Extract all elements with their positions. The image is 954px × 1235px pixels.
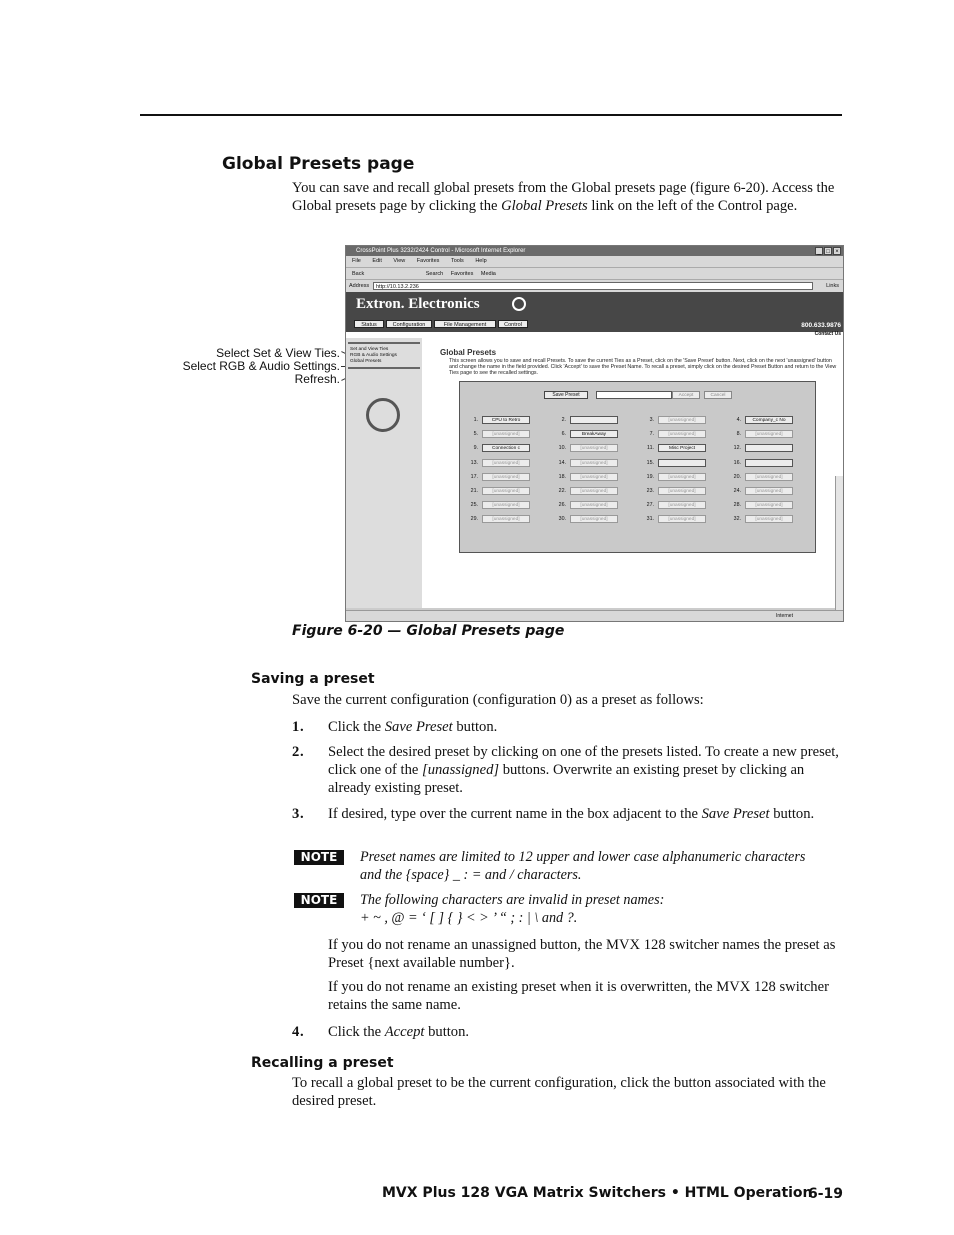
status-bar [346,610,843,621]
media-button[interactable]: Media [480,271,496,277]
preset-button[interactable]: [unassigned] [658,430,706,438]
minimize-icon[interactable]: _ [815,247,823,255]
preset-button[interactable]: [unassigned] [482,487,530,495]
preset-number: 20. [733,473,741,480]
left-nav [346,338,422,608]
preset-number: 32. [733,516,741,523]
preset-button[interactable]: [unassigned] [570,444,618,452]
links-label[interactable]: Links [826,283,839,289]
preset-number: 10. [558,445,566,452]
step-number: 3 [292,806,300,822]
step-text: Click the Accept button. [328,1024,470,1040]
callout-refresh: Refresh. [294,372,340,386]
preset-button[interactable] [745,459,793,467]
preset-number: 2. [561,417,566,423]
page-number: 6-19 [808,1186,844,1202]
callout-set-view-ties: Select Set & View Ties. [216,346,340,360]
preset-button[interactable]: Misc Project [658,444,706,452]
nav-rgb-audio[interactable]: RGB & Audio Settings [350,353,397,358]
tab-file-management[interactable]: File Management [434,320,496,328]
preset-button[interactable]: CPU to Retro [482,416,530,424]
preset-button[interactable] [658,459,706,467]
preset-button[interactable]: [unassigned] [570,515,618,523]
preset-number: 9. [473,445,478,452]
callout-rgb-audio: Select RGB & Audio Settings. [182,359,340,373]
preset-number: 29. [470,516,478,523]
section-heading: Global Presets page [222,154,415,174]
preset-number: 3. [649,417,654,423]
recalling-text: To recall a global preset to be the current configuration, click the button associated with the desired preset. [292,1075,826,1109]
scrollbar[interactable] [835,476,843,622]
menu-help[interactable]: Help [475,258,487,264]
menu-file[interactable]: File [352,258,361,264]
step-number: 1 [292,719,300,735]
menu-bar [346,256,843,267]
preset-button[interactable]: [unassigned] [482,501,530,509]
preset-number: 4. [736,417,741,423]
preset-button[interactable]: [unassigned] [745,501,793,509]
back-button[interactable]: Back [352,271,365,277]
preset-number: 13. [470,459,478,466]
preset-number: 27. [646,502,654,509]
preset-button[interactable]: [unassigned] [658,487,706,495]
extron-logo-icon [512,297,526,311]
note-badge: NOTE [294,850,344,865]
preset-button[interactable]: [unassigned] [658,473,706,481]
content-title: Global Presets [440,348,497,357]
preset-number: 6. [561,431,566,438]
recalling-heading: Recalling a preset [251,1055,394,1071]
preset-number: 24. [733,488,741,494]
tab-control[interactable]: Control [498,320,528,328]
tab-status[interactable]: Status [354,320,384,328]
tab-configuration[interactable]: Configuration [386,320,432,328]
nav-divider [348,367,420,369]
preset-button[interactable]: [unassigned] [570,501,618,509]
overwrite-paragraph: If you do not rename an existing preset when it is overwritten, the MVX 128 switcher retains the same name. [328,979,829,1013]
preset-number: 30. [558,516,566,523]
footer-title: MVX Plus 128 VGA Matrix Switchers • HTML Operation [382,1185,813,1201]
step-number: 2 [292,744,300,760]
preset-button[interactable]: [unassigned] [570,459,618,467]
preset-number: 21. [470,488,478,494]
preset-number: 31. [646,516,654,523]
accept-button[interactable]: Accept [672,391,700,399]
note-badge: NOTE [294,893,344,908]
note-text: The following characters are invalid in preset names: + ~ , @ = ‘ [ ] { } < > ’ “ ; : | \ and ?. [360,892,665,926]
preset-number: 11. [647,445,654,452]
preset-button[interactable]: [unassigned] [658,515,706,523]
preset-button[interactable]: [unassigned] [482,430,530,438]
preset-button[interactable]: [unassigned] [570,473,618,481]
menu-favorites[interactable]: Favorites [416,258,440,264]
preset-button[interactable]: [unassigned] [658,501,706,509]
preset-number: 7. [649,431,654,438]
preset-number: 26. [558,502,566,509]
preset-number: 23. [646,488,654,494]
status-zone: Internet [776,613,793,619]
preset-number: 25. [470,502,478,509]
preset-number: 12. [733,445,741,452]
preset-number: 5. [473,431,478,438]
preset-button[interactable]: [unassigned] [570,487,618,495]
rename-paragraph: If you do not rename an unassigned button, the MVX 128 switcher names the preset as Preset {next available number}. [328,937,836,971]
note-text: Preset names are limited to 12 upper and lower case alphanumeric characters and the {space} _ : = and / characters. [360,849,806,883]
step-text: Click the Save Preset button. [328,719,498,735]
intro-text-2: link on the left of the Control page. [587,198,798,214]
preset-number: 18. [558,473,566,480]
preset-button[interactable]: [unassigned] [482,515,530,523]
preset-button[interactable]: [unassigned] [482,473,530,481]
intro-italic: Global Presets [501,198,588,214]
preset-number: 8. [736,431,741,438]
nav-global-presets[interactable]: Global Presets [350,359,382,364]
save-preset-button[interactable]: Save Preset [544,391,588,399]
preset-button[interactable]: BreakAway [570,430,618,438]
intro-text-1: You can save and recall global presets from the Global presets page (figure 6-20). Access the Global presets page by clicking the [292,180,835,214]
preset-button[interactable]: [unassigned] [745,515,793,523]
preset-button[interactable]: [unassigned] [745,487,793,495]
preset-number: 17. [470,473,478,480]
close-icon[interactable]: × [833,247,841,255]
content-area [422,338,843,608]
preset-button[interactable]: Connection c [482,444,530,452]
brand-logo: Extron. Electronics [356,296,480,312]
cancel-button[interactable]: Cancel [704,391,732,399]
phone-number: 800.633.9876 [801,322,841,329]
preset-number: 19. [646,473,654,480]
extron-seal-icon [366,398,400,432]
intro-paragraph [292,179,842,215]
step-number: 4 [292,1024,300,1040]
browser-screenshot [345,245,844,622]
preset-button[interactable]: Company_c No [745,416,793,424]
menu-edit[interactable]: Edit [372,258,382,264]
search-button[interactable]: Search [425,271,444,277]
nav-set-view-ties[interactable]: Set and View Ties [350,347,389,352]
figure-caption: Figure 6-20 — Global Presets page [292,623,565,639]
favorites-button[interactable]: Favorites [450,271,474,277]
contact-link[interactable]: Contact Us [814,331,841,337]
saving-intro: Save the current configuration (configuration 0) as a preset as follows: [292,692,704,708]
preset-button[interactable]: [unassigned] [482,459,530,467]
preset-button[interactable] [570,416,618,424]
menu-view[interactable]: View [393,258,406,264]
nav-divider [348,342,420,344]
header-rule [140,114,842,116]
preset-number: 14. [558,459,566,466]
preset-number: 16. [733,459,741,466]
menu-tools[interactable]: Tools [450,258,464,264]
address-input[interactable]: http://10.13.2.236 [373,282,813,290]
preset-number: 15. [646,459,654,466]
step-text: If desired, type over the current name in the box adjacent to the Save Preset button. [328,806,815,822]
preset-panel [459,381,816,553]
saving-heading: Saving a preset [251,671,375,687]
content-description: This screen allows you to save and recall Presets. To save the current Ties as a Preset, click on the 'Save Preset' button. Next, click on the next 'unassigned' button and change the name in the field provided. Click 'Accept' to save the Preset Name. To recall a preset, simply click on the desired Preset Button and return to the View Ties page to see the recalled settings. [449,358,837,376]
preset-button[interactable]: [unassigned] [658,416,706,424]
preset-name-input[interactable] [596,391,672,399]
maximize-icon[interactable]: □ [824,247,832,255]
address-bar [346,279,843,292]
step-text: Select the desired preset by clicking on one of the presets listed. To create a new preset, click one of the [unassigned] buttons. Overwrite an existing preset by clicking an already existing preset. [328,744,839,796]
preset-number: 28. [733,502,741,509]
preset-button[interactable]: [unassigned] [745,430,793,438]
window-titlebar: CrossPoint Plus 3232/2424 Control - Microsoft Internet Explorer [346,246,843,256]
site-header [346,292,843,332]
address-label: Address [349,283,370,289]
preset-number: 1. [473,417,478,423]
preset-number: 22. [558,488,566,494]
preset-button[interactable]: [unassigned] [745,473,793,481]
preset-button[interactable] [745,444,793,452]
